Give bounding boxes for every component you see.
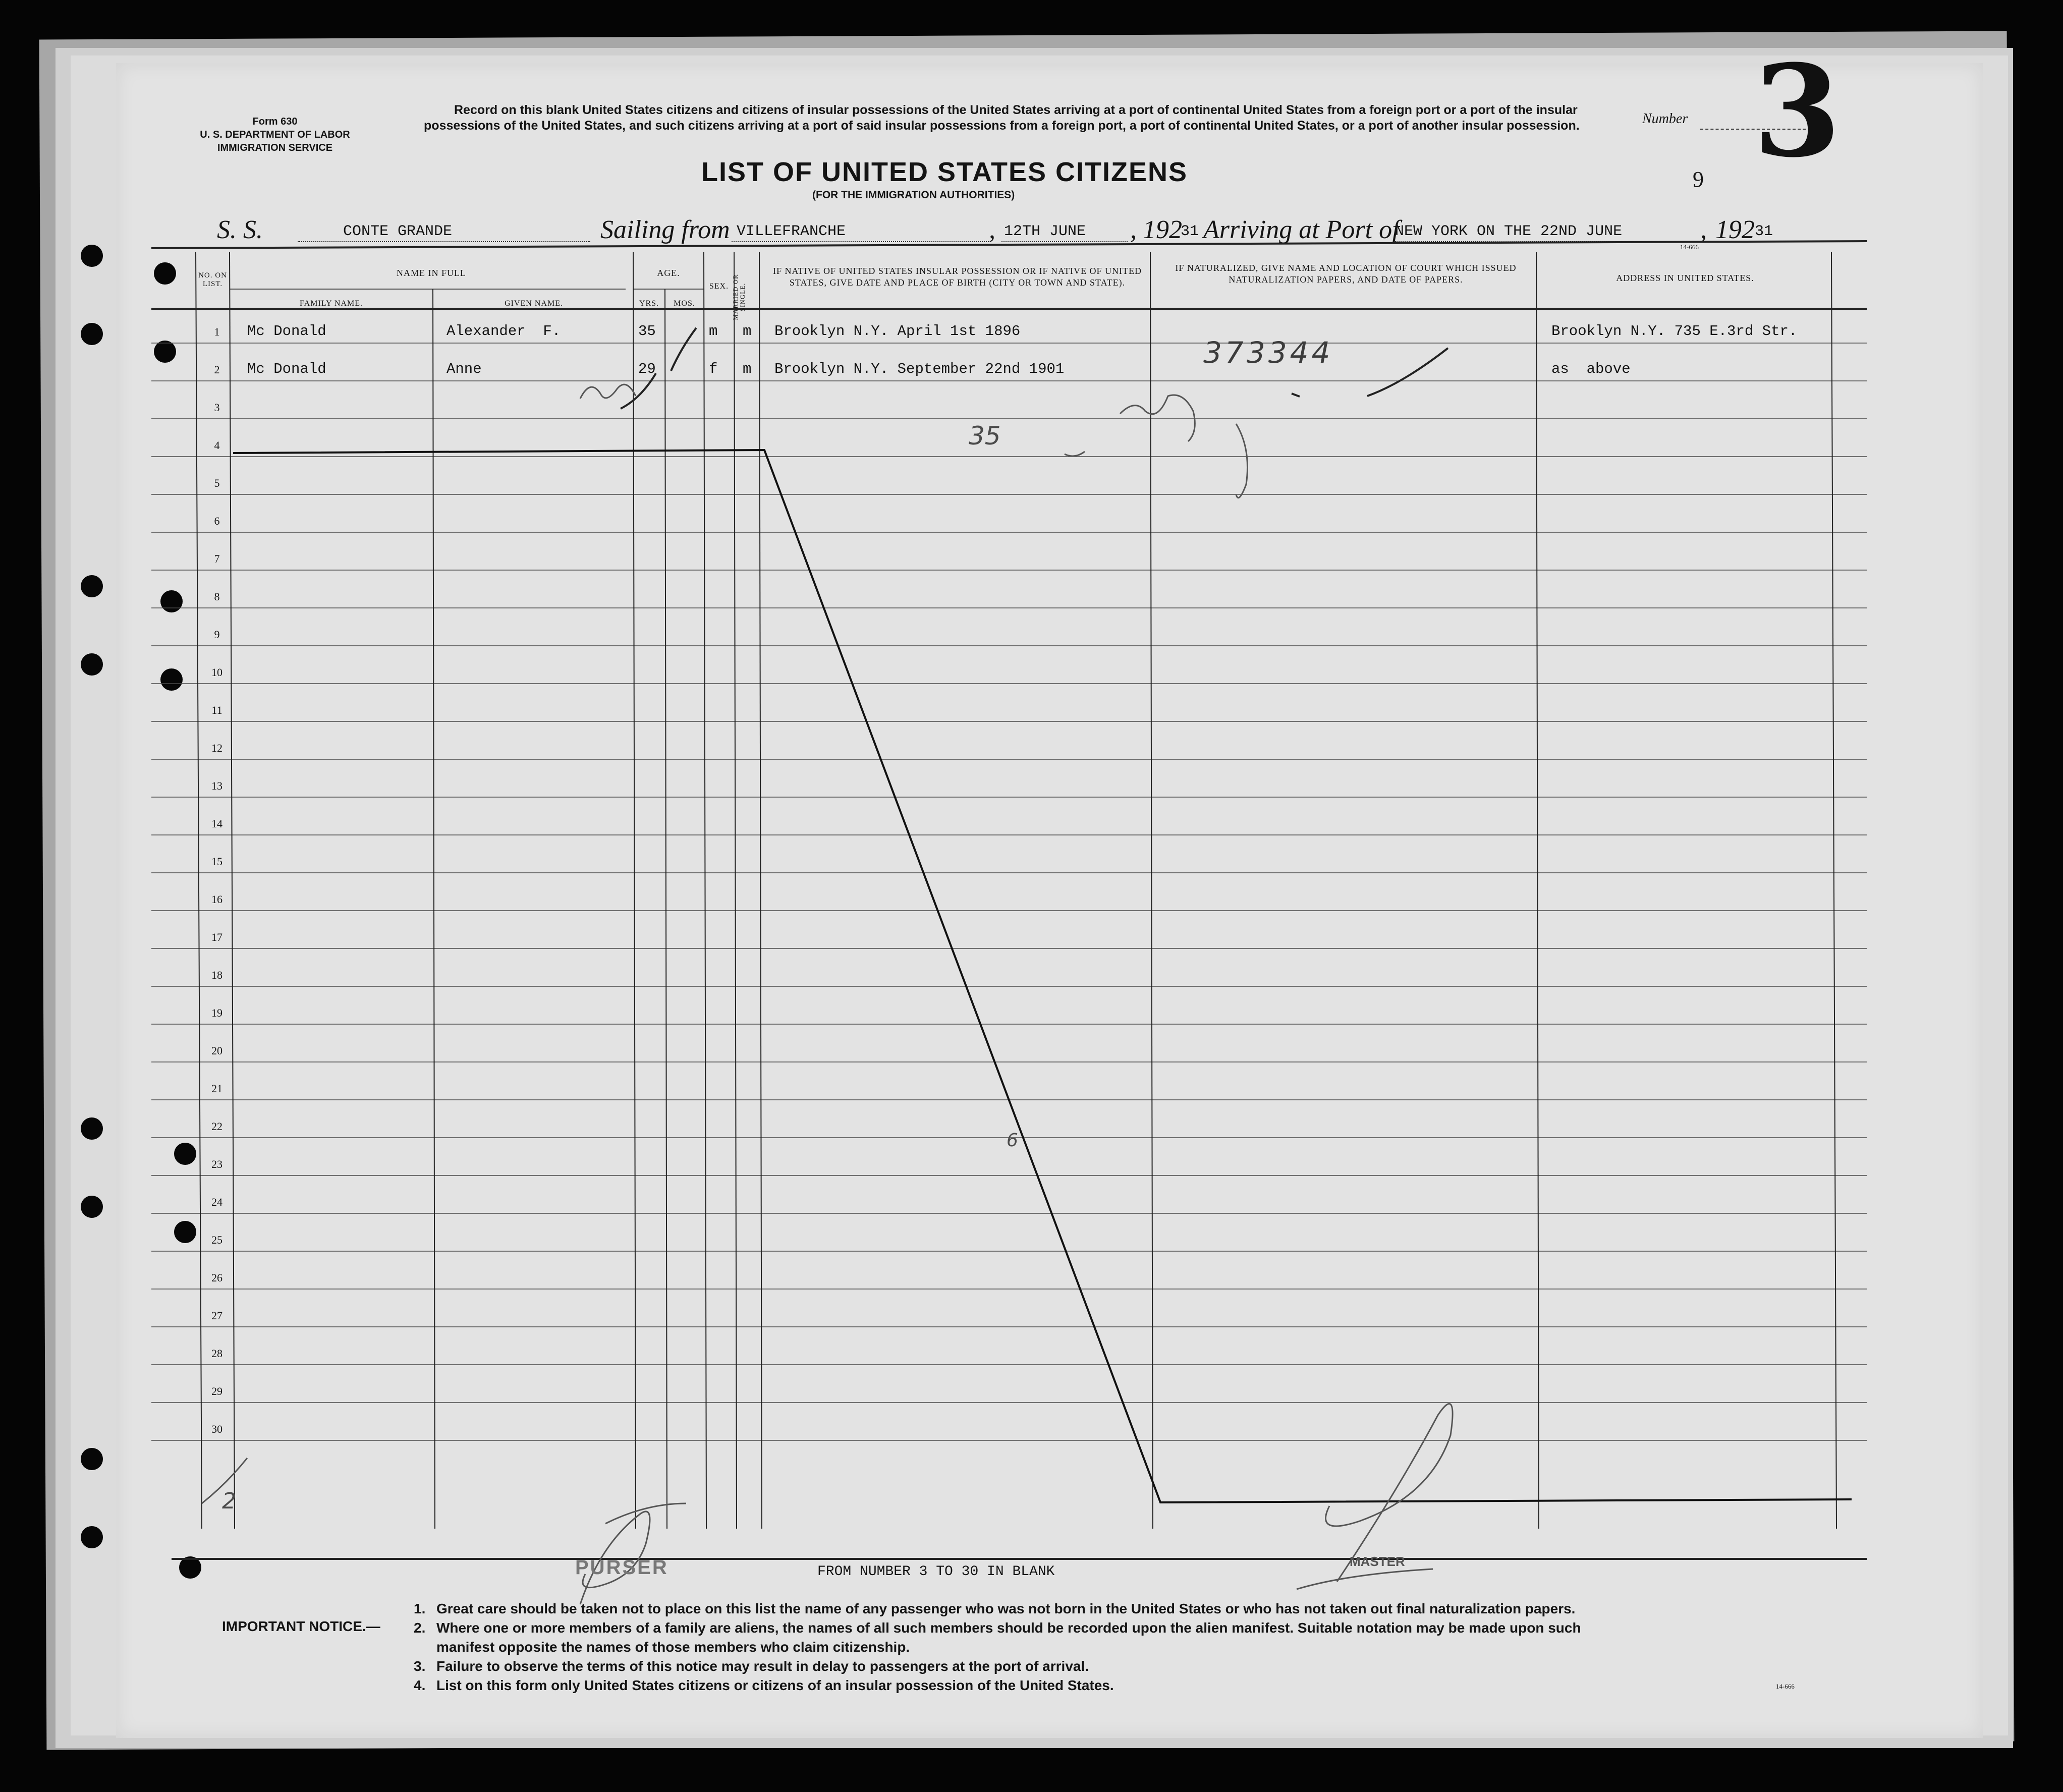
row-number: 11: [211, 704, 222, 716]
notice-item: [414, 1599, 1852, 1618]
notice-list: [414, 1599, 1852, 1695]
diagonal-mark: 6: [1007, 1130, 1018, 1151]
purser-stamp: PURSER: [575, 1556, 668, 1579]
col-header-birth: IF NATIVE OF UNITED STATES INSULAR POSSESSION OR IF NATIVE OF UNITED STATES, GIVE DATE AND PLACE OF BIRTH (CITY OR TOWN AND STATE).: [772, 266, 1142, 288]
ship-name: CONTE GRANDE: [343, 223, 453, 240]
comma: ,: [1700, 215, 1707, 244]
departure-port: VILLEFRANCHE: [737, 223, 846, 240]
row-number: 5: [214, 477, 220, 489]
comma: ,: [1130, 215, 1137, 244]
list-number: 3: [1753, 37, 1841, 185]
corner-code: 14-666: [1680, 243, 1699, 251]
row-number: 2: [214, 363, 220, 376]
blank-lines-note: FROM NUMBER 3 TO 30 IN BLANK: [817, 1564, 1055, 1580]
row-number: 23: [211, 1158, 222, 1170]
departure-date: 12TH JUNE: [1004, 223, 1086, 240]
notice-text: Great care should be taken not to place on this list the name of any passenger who was not born in the United States or who has not taken out final naturalization papers.: [436, 1601, 1576, 1616]
col-header-naturalized: IF NATURALIZED, GIVE NAME AND LOCATION OF COURT WHICH ISSUED NATURALIZATION PAPERS, AND DATE OF PAPERS.: [1175, 263, 1517, 285]
col-header-married: MARRIED OR SINGLE.: [732, 274, 746, 320]
notice-label: IMPORTANT NOTICE.—: [222, 1618, 380, 1634]
row-number: 15: [211, 855, 222, 868]
departure-year-prefix: 192: [1143, 215, 1182, 244]
family-name: Mc Donald: [247, 361, 326, 377]
row-number: 8: [214, 590, 220, 603]
tally-mark: 2: [222, 1488, 236, 1514]
page-title: LIST OF UNITED STATES CITIZENS: [701, 157, 1188, 187]
given-name: Alexander F.: [447, 323, 561, 340]
row-number: 14: [211, 817, 222, 830]
col-header-name-in-full: NAME IN FULL: [397, 268, 466, 278]
row-number: 6: [214, 515, 220, 527]
age-years: 35: [638, 323, 656, 340]
sailing-label: Sailing from: [600, 215, 730, 244]
marital-status: m: [743, 361, 752, 377]
marital-status: m: [743, 323, 752, 340]
page-mark: 9: [1693, 167, 1704, 192]
notice-text: List on this form only United States citizens or citizens of an insular possession of the United States.: [436, 1677, 1114, 1693]
given-name: Anne: [447, 361, 482, 377]
row-number: 27: [211, 1309, 222, 1322]
form-instructions: Record on this blank United States citizens and citizens of insular possessions of the United States arriving at a port of continental United States from a foreign port or a port of the insular possessions of the United States, and such citizens arriving at a port of said insular possessions from a foreign port, a port of continental United States, or a port of another insular possession.: [424, 103, 1580, 133]
service: IMMIGRATION SERVICE: [217, 142, 333, 153]
form-number: Form 630: [252, 116, 298, 127]
col-header-mos: MOS.: [674, 299, 695, 308]
comma: ,: [989, 215, 995, 244]
notice-item: [414, 1657, 1852, 1676]
row-number: 1: [214, 325, 220, 338]
notice-text: manifest opposite the names of those members who claim citizenship.: [436, 1639, 910, 1655]
arrival-year-suffix: 31: [1755, 223, 1773, 240]
notice-text: Where one or more members of a family are aliens, the names of all such members should be recorded upon the alien manifest. Suitable notation may be made upon such: [436, 1620, 1581, 1636]
departure-year-suffix: 31: [1181, 223, 1199, 240]
notice-number: 3.: [414, 1658, 426, 1674]
master-stamp: MASTER: [1350, 1554, 1405, 1569]
sex: f: [709, 361, 718, 377]
number-label: Number: [1642, 111, 1688, 127]
arrival-year-prefix: 192: [1715, 215, 1755, 244]
notice-item: [414, 1638, 1852, 1657]
row-number: 16: [211, 893, 222, 906]
row-number: 26: [211, 1271, 222, 1284]
age-years: 29: [638, 361, 656, 377]
birth-place-date: Brooklyn N.Y. September 22nd 1901: [774, 361, 1065, 377]
notice-item: [414, 1618, 1852, 1638]
col-header-sex: SEX.: [709, 282, 729, 291]
notice-number: 4.: [414, 1677, 426, 1693]
margin-amount: 35: [969, 421, 1001, 451]
row-number: 13: [211, 779, 222, 792]
birth-place-date: Brooklyn N.Y. April 1st 1896: [774, 323, 1021, 340]
arrival-port: NEW YORK ON THE 22ND JUNE: [1395, 223, 1623, 240]
row-number: 17: [211, 931, 222, 943]
row-number: 20: [211, 1044, 222, 1057]
row-number: 7: [214, 552, 220, 565]
notice-number: 1.: [414, 1601, 426, 1616]
sex: m: [709, 323, 718, 340]
row-number: 9: [214, 628, 220, 641]
row-number: 28: [211, 1347, 222, 1360]
arriving-label: Arriving at Port of: [1203, 215, 1400, 244]
row-number: 10: [211, 666, 222, 679]
notice-number: [414, 1638, 436, 1657]
row-number: 25: [211, 1234, 222, 1246]
row-number: 29: [211, 1385, 222, 1397]
col-header-address: ADDRESS IN UNITED STATES.: [1616, 273, 1754, 283]
address: as above: [1551, 361, 1631, 377]
row-number: 4: [214, 439, 220, 452]
col-header-yrs: YRS.: [639, 299, 659, 308]
col-header-age: AGE.: [657, 268, 680, 278]
family-name: Mc Donald: [247, 323, 326, 340]
ss-label: S. S.: [217, 215, 263, 244]
row-number: 21: [211, 1082, 222, 1095]
row-number: 22: [211, 1120, 222, 1133]
form-code: 14-666: [1776, 1683, 1795, 1690]
col-header-no: NO. ON LIST.: [198, 271, 227, 288]
col-header-family-name: FAMILY NAME.: [299, 299, 363, 308]
row-number: 18: [211, 969, 222, 981]
row-number: 30: [211, 1423, 222, 1435]
department: U. S. DEPARTMENT OF LABOR: [200, 129, 350, 140]
page-subtitle: (FOR THE IMMIGRATION AUTHORITIES): [812, 189, 1015, 201]
certificate-number: 373344: [1203, 335, 1333, 370]
notice-number: 2.: [414, 1620, 426, 1636]
col-header-given-name: GIVEN NAME.: [505, 299, 563, 308]
notice-text: Failure to observe the terms of this notice may result in delay to passengers at the port of arrival.: [436, 1658, 1089, 1674]
row-number: 24: [211, 1196, 222, 1208]
notice-item: [414, 1676, 1852, 1695]
row-number: 19: [211, 1006, 222, 1019]
address: Brooklyn N.Y. 735 E.3rd Str.: [1551, 323, 1798, 340]
row-number: 12: [211, 742, 222, 754]
row-number: 3: [214, 401, 220, 414]
